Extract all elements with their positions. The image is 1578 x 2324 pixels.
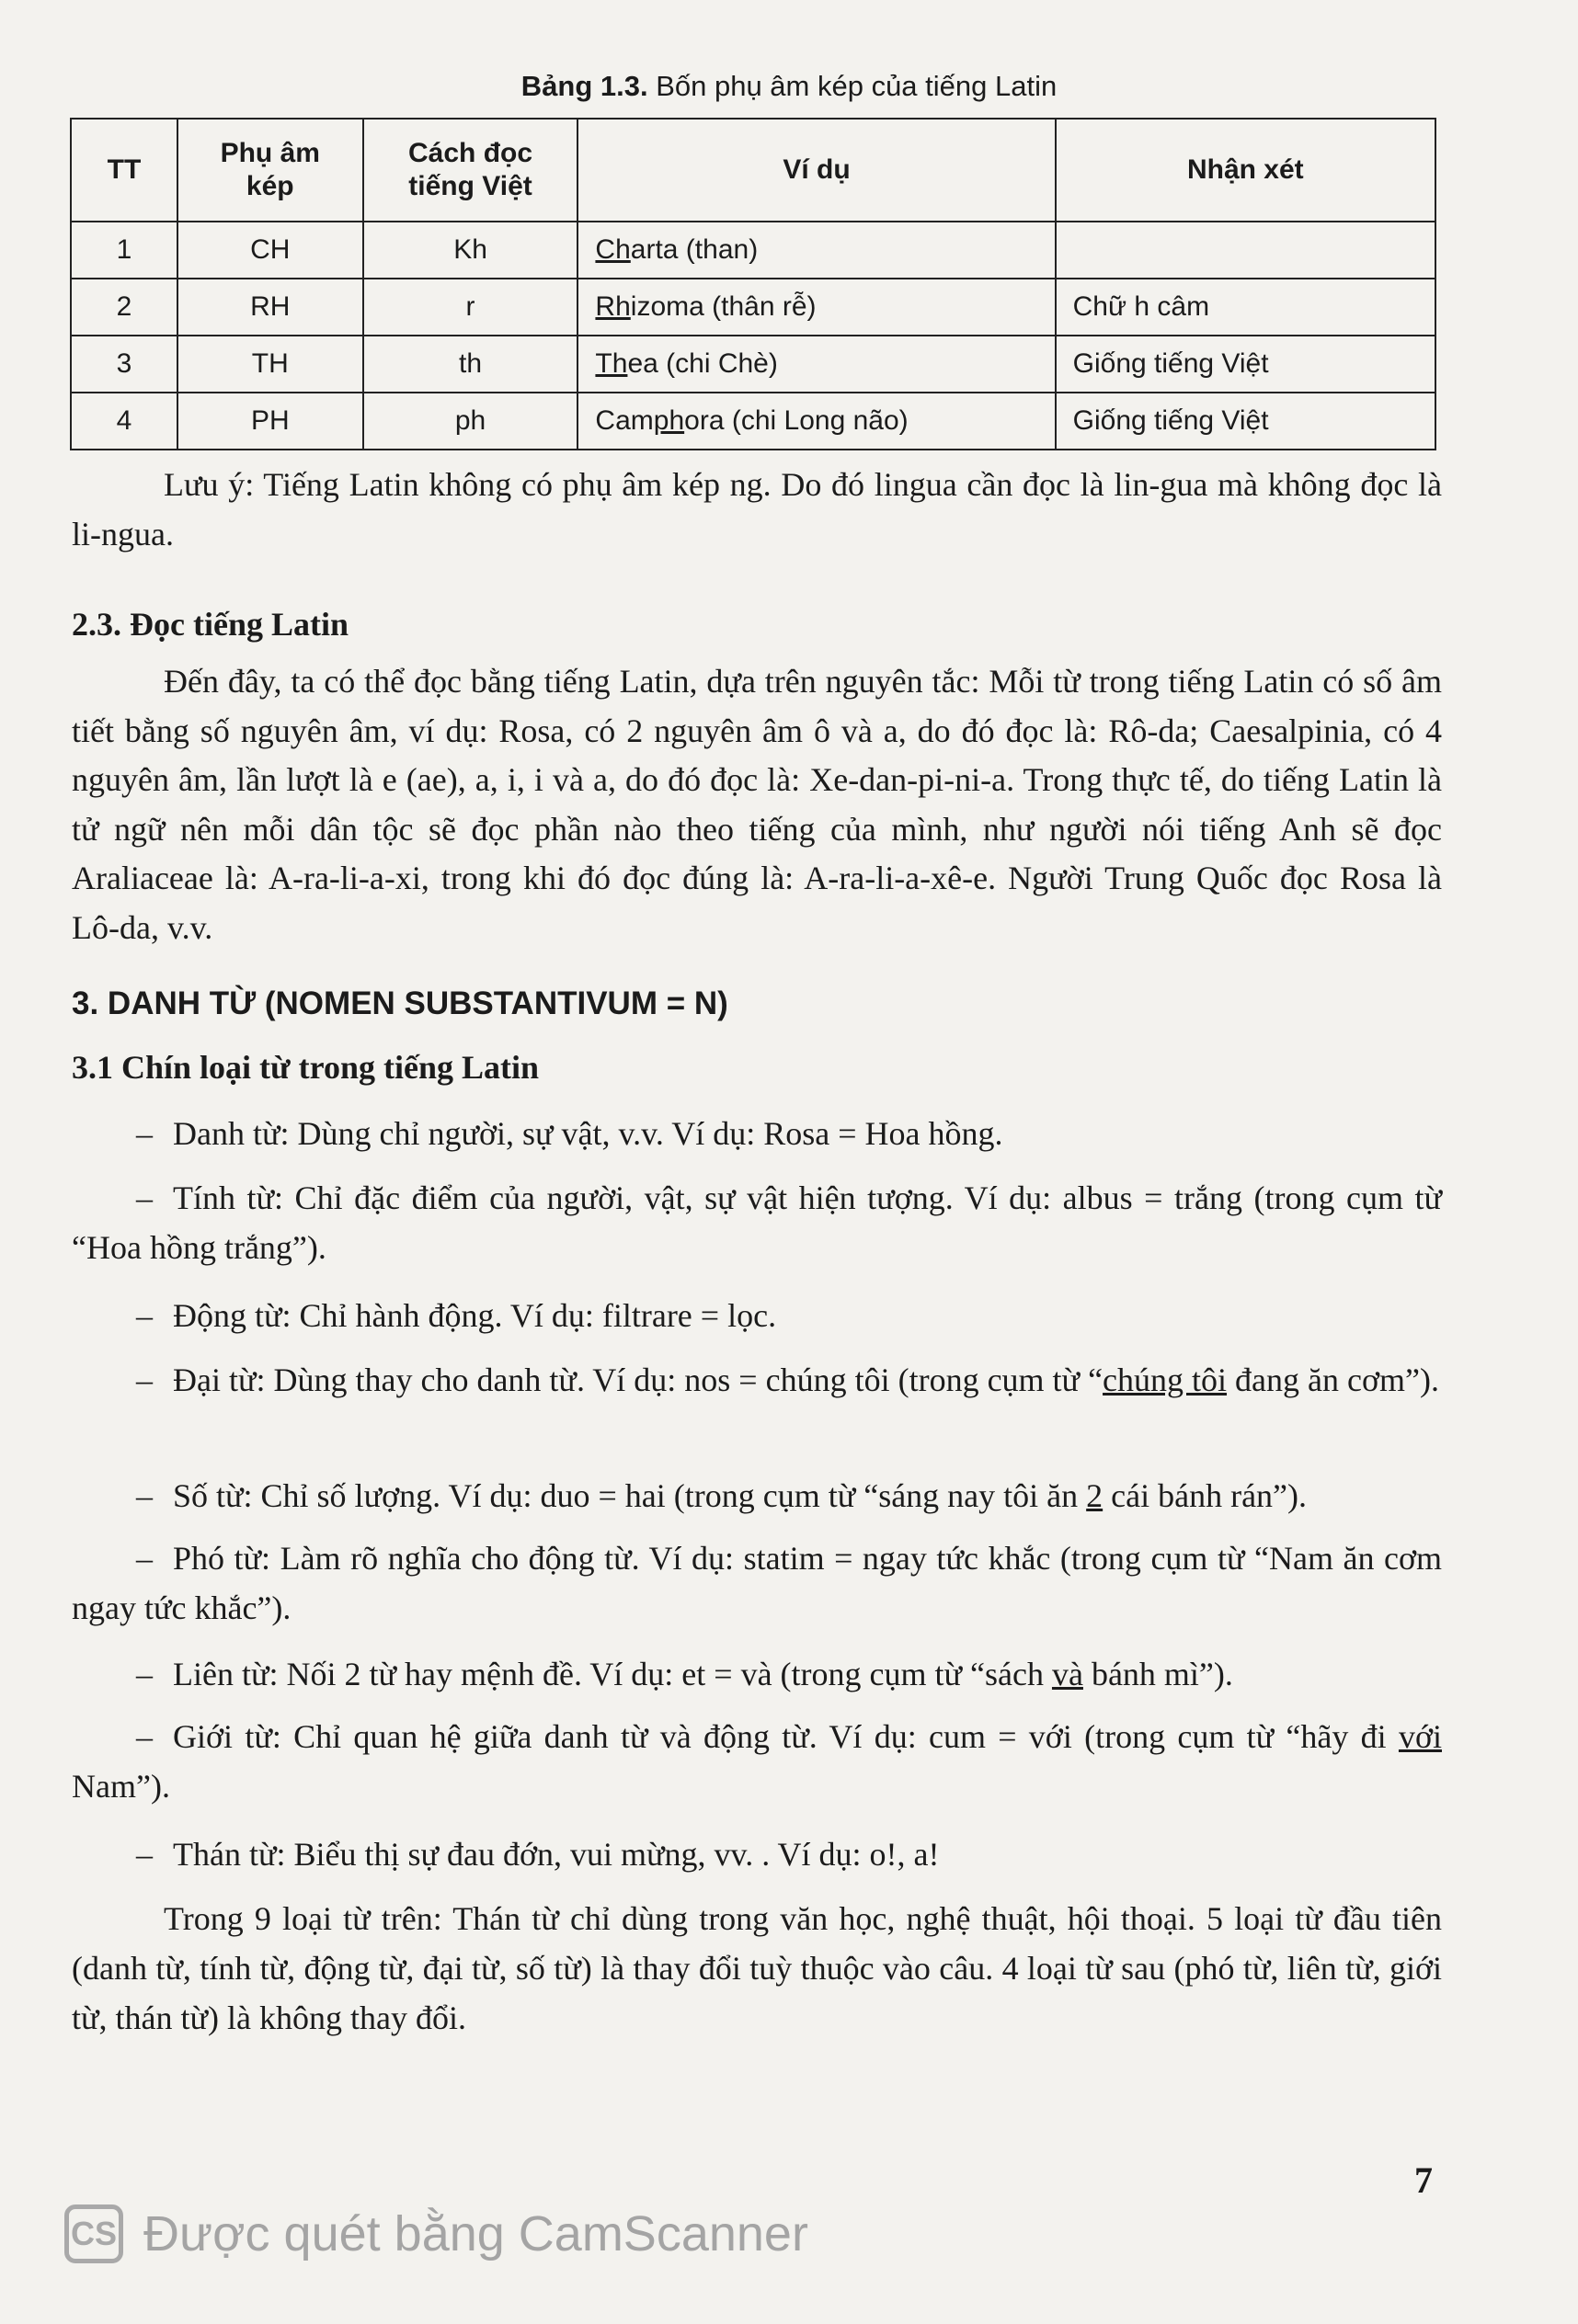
table-row	[71, 222, 1435, 279]
header-phu-am-kep: Phụ âm kép	[177, 119, 363, 222]
dash-marker: –	[136, 1656, 153, 1692]
vi-du-post: ea (chi Chè)	[627, 348, 778, 379]
item-text: Phó từ: Làm rõ nghĩa cho động từ. Ví dụ: statim = ngay tức khắc (trong cụm từ “Nam ăn cơm ngay tức khắc”).	[72, 1540, 1442, 1626]
list-item	[72, 1829, 1442, 1879]
header-cach-doc	[363, 119, 578, 222]
dash-marker: –	[136, 1540, 153, 1577]
list-item	[72, 1173, 1442, 1272]
table-row	[71, 279, 1435, 336]
table-row	[71, 336, 1435, 393]
closing-paragraph: Trong 9 loại từ trên: Thán từ chỉ dùng trong văn học, nghệ thuật, hội thoại. 5 loại từ đầu tiên (danh từ, tính từ, động từ, đại từ, số từ) là thay đổi tuỳ thuộc vào câu. 4 loại từ sau (phó từ, liên từ, giới từ, thán từ) là không thay đổi.	[72, 1900, 1442, 2036]
header-tt: TT	[71, 119, 177, 222]
vi-du-post: ora (chi Long não)	[684, 405, 909, 436]
list-item	[72, 1471, 1442, 1521]
cell-nhan-xet: Giống tiếng Việt	[1056, 393, 1435, 450]
list-item	[72, 1109, 1442, 1158]
item-text-end: cái bánh rán”).	[1103, 1477, 1308, 1514]
item-text-end: đang ăn cơm”).	[1227, 1361, 1439, 1398]
item-text: Giới từ: Chỉ quan hệ giữa danh từ và động từ. Ví dụ: cum = với (trong cụm từ “hãy đi	[173, 1718, 1399, 1755]
cell-cach-doc: r	[363, 279, 578, 336]
dash-marker: –	[136, 1361, 153, 1398]
list-item	[72, 1291, 1442, 1340]
item-text-end: Nam”).	[72, 1768, 170, 1805]
section-3-1-heading: 3.1 Chín loại từ trong tiếng Latin	[72, 1049, 539, 1086]
caption-label: Bảng 1.3.	[520, 70, 648, 102]
vi-du-underlined: Rh	[595, 291, 631, 322]
header-nhan-xet: Nhận xét	[1056, 119, 1435, 222]
cell-tt: 4	[71, 393, 177, 450]
cell-cach-doc: th	[363, 336, 578, 393]
item-underlined: và	[1051, 1656, 1083, 1692]
header-cach-doc-text: Cách đọc tiếng Việt	[408, 138, 533, 201]
cell-phu-am: TH	[177, 336, 363, 393]
cell-tt: 1	[71, 222, 177, 279]
consonants-table	[70, 118, 1436, 450]
vi-du-underlined: Th	[595, 348, 628, 379]
section-2-3-body: Đến đây, ta có thể đọc bằng tiếng Latin, dựa trên nguyên tắc: Mỗi từ trong tiếng Latin có số âm tiết bằng số nguyên âm, ví dụ: Rosa, có 2 nguyên âm ô và a, do đó đọc là: Rô-da; Caesalpinia, có 4 nguyên âm, lần lượt là e (ae), a, i, i và a, do đó đọc là: Xe-dan-pi-ni-a. Trong thực tế, do tiếng Latin là tử ngữ nên mỗi dân tộc sẽ đọc phần nào theo tiếng của mình, như người nói tiếng Anh sẽ đọc Araliaceae là: A-ra-li-a-xi, trong khi đó đọc đúng là: A-ra-li-a-xê-e. Người Trung Quốc đọc Rosa là Lô-da, v.v.	[72, 663, 1442, 946]
watermark-text: Được quét bằng CamScanner	[143, 2206, 808, 2261]
cell-cach-doc: Kh	[363, 222, 578, 279]
cell-phu-am: CH	[177, 222, 363, 279]
camscanner-logo-icon: CS	[64, 2204, 123, 2263]
cell-vi-du	[577, 279, 1055, 336]
dash-marker: –	[136, 1836, 153, 1873]
scanner-watermark	[64, 2204, 808, 2263]
dash-marker: –	[136, 1477, 153, 1514]
item-underlined: chúng tôi	[1103, 1361, 1228, 1398]
section-3-heading: 3. DANH TỪ (NOMEN SUBSTANTIVUM = N)	[72, 985, 728, 1021]
cell-phu-am: PH	[177, 393, 363, 450]
dash-marker: –	[136, 1179, 153, 1216]
item-text-end: bánh mì”).	[1082, 1656, 1233, 1692]
table-row	[71, 393, 1435, 450]
vi-du-pre: Cam	[595, 405, 654, 436]
caption-text: Bốn phụ âm kép của tiếng Latin	[647, 70, 1058, 102]
dash-marker: –	[136, 1297, 153, 1334]
cell-cach-doc: ph	[363, 393, 578, 450]
item-text: Động từ: Chỉ hành động. Ví dụ: filtrare = lọc.	[173, 1297, 777, 1334]
item-underlined: 2	[1086, 1477, 1103, 1514]
cell-phu-am: RH	[177, 279, 363, 336]
item-text: Danh từ: Dùng chỉ người, sự vật, v.v. Ví dụ: Rosa = Hoa hồng.	[173, 1115, 1003, 1152]
cell-nhan-xet	[1056, 222, 1435, 279]
vi-du-post: izoma (thân rễ)	[630, 291, 817, 322]
cell-vi-du	[577, 222, 1055, 279]
cell-tt: 2	[71, 279, 177, 336]
cell-tt: 3	[71, 336, 177, 393]
list-item	[72, 1649, 1442, 1699]
note-paragraph: Lưu ý: Tiếng Latin không có phụ âm kép ng. Do đó lingua cần đọc là lin-gua mà không đọc là li-ngua.	[72, 466, 1442, 553]
cell-vi-du	[577, 393, 1055, 450]
section-2-3-heading: 2.3. Đọc tiếng Latin	[72, 606, 349, 643]
item-text: Liên từ: Nối 2 từ hay mệnh đề. Ví dụ: et = và (trong cụm từ “sách	[173, 1656, 1052, 1692]
item-text: Thán từ: Biểu thị sự đau đớn, vui mừng, vv. . Ví dụ: o!, a!	[173, 1836, 940, 1873]
header-vi-du: Ví dụ	[577, 119, 1055, 222]
table-caption	[0, 70, 1578, 103]
dash-marker: –	[136, 1115, 153, 1152]
list-item	[72, 1533, 1442, 1633]
item-underlined: với	[1398, 1718, 1442, 1755]
item-text: Số từ: Chỉ số lượng. Ví dụ: duo = hai (trong cụm từ “sáng nay tôi ăn	[173, 1477, 1087, 1514]
cell-nhan-xet: Giống tiếng Việt	[1056, 336, 1435, 393]
dash-marker: –	[136, 1718, 153, 1755]
vi-du-underlined: ph	[653, 405, 685, 436]
list-item	[72, 1355, 1442, 1405]
cell-nhan-xet: Chữ h câm	[1056, 279, 1435, 336]
table-header-row	[71, 119, 1435, 222]
vi-du-post: arta (than)	[630, 234, 759, 265]
list-item	[72, 1712, 1442, 1811]
vi-du-underlined: Ch	[595, 234, 631, 265]
page-number: 7	[1414, 2159, 1433, 2201]
item-text: Tính từ: Chỉ đặc điểm của người, vật, sự vật hiện tượng. Ví dụ: albus = trắng (trong cụm từ “Hoa hồng trắng”).	[72, 1179, 1442, 1266]
cell-vi-du	[577, 336, 1055, 393]
item-text: Đại từ: Dùng thay cho danh từ. Ví dụ: nos = chúng tôi (trong cụm từ “	[173, 1361, 1103, 1398]
